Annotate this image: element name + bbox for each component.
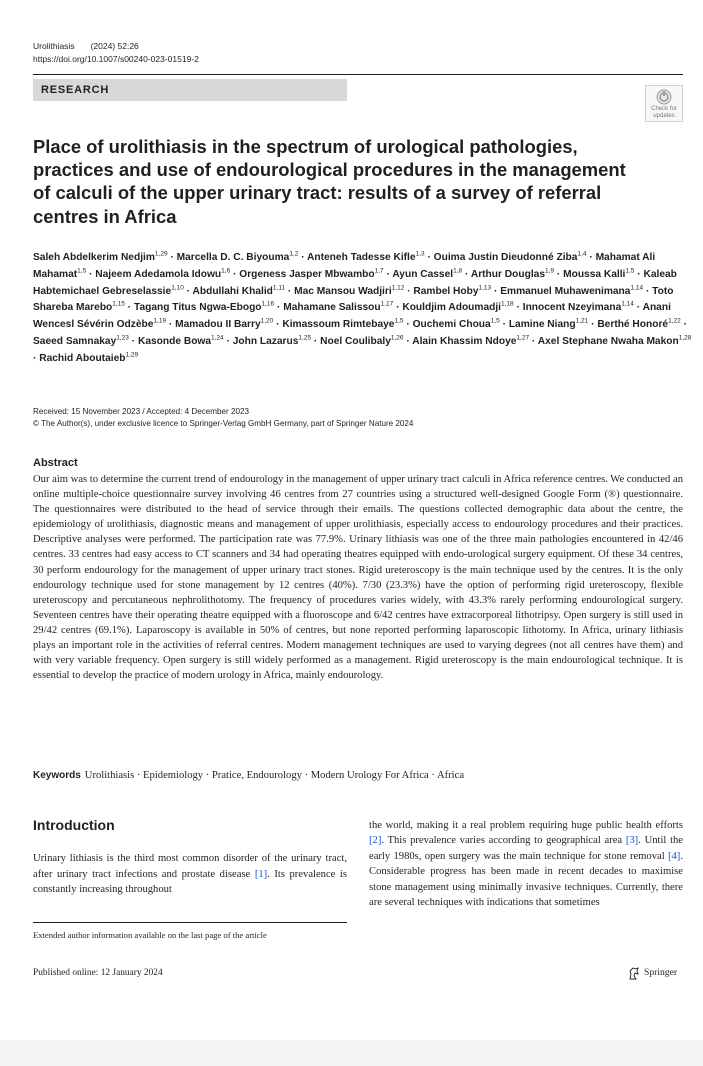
journal-issue: (2024) 52:26 — [90, 41, 139, 51]
author[interactable] — [509, 319, 588, 330]
author-affiliation: 1,5 — [394, 317, 404, 325]
author[interactable] — [307, 252, 425, 263]
author-name: Ouchemi Choua — [412, 319, 491, 331]
author-name: Toto Shareba Marebo — [33, 285, 674, 314]
keywords-text: Urolithiasis · Epidemiology · Pratice, Endourology · Modern Urology For Africa · Africa — [84, 770, 465, 781]
author-name: Innocent Nzeyimana — [522, 302, 622, 314]
author-affiliation: 1,18 — [501, 301, 514, 308]
copyright-notice: © The Author(s), under exclusive licence to Springer-Verlag GmbH Germany, part of Springer Nature 2024 — [33, 419, 414, 428]
footnote-rule — [33, 922, 347, 923]
article-title: Place of urolithiasis in the spectrum of urological pathologies, practices and use of endourological procedures in the management of calculi of the upper urinary tract: results of a survey of referral centres in Africa — [33, 136, 626, 227]
author[interactable] — [95, 269, 230, 280]
author-affiliation: 1,12 — [391, 284, 405, 292]
author-affiliation: 1,22 — [668, 317, 681, 325]
author[interactable] — [500, 286, 643, 297]
author-affiliation: 1,23 — [116, 334, 129, 342]
author-name: Rambel Hoby — [413, 285, 479, 297]
journal-citation — [33, 40, 139, 52]
author-affiliation: 1,10 — [171, 284, 184, 292]
article-type: RESEARCH — [41, 84, 110, 96]
author[interactable] — [392, 269, 462, 280]
author-name: Saleh Abdelkerim Nedjim — [33, 252, 155, 263]
author[interactable] — [233, 336, 311, 347]
author-affiliation: 1,3 — [415, 250, 425, 258]
author[interactable] — [523, 302, 634, 313]
author-name: Abdullahi Khalid — [192, 285, 273, 297]
author-affiliation: 1,5 — [490, 317, 500, 325]
author-name: Lamine Niang — [508, 319, 576, 331]
author-name: Orgeness Jasper Mbwambo — [239, 268, 375, 280]
author-name: Tagang Titus Ngwa-Ebogo — [133, 302, 262, 314]
author-affiliation: 1,7 — [374, 267, 384, 275]
author-name: Mahamane Salissou — [283, 302, 381, 314]
author[interactable] — [33, 336, 129, 347]
author-name: Anani Wencesl Sévérin Odzèbe — [33, 302, 671, 331]
author-affiliation: 1,28 — [678, 334, 692, 342]
footnote: Extended author information available on the last page of the article — [33, 930, 267, 940]
author-affiliation: 1,26 — [390, 334, 404, 342]
author[interactable] — [175, 319, 273, 330]
citation-link[interactable]: [4] — [667, 850, 681, 862]
author[interactable] — [138, 336, 224, 347]
page-bottom-band — [0, 1040, 703, 1066]
author-name: Kaleab Habtemichael Gebreselassie — [33, 268, 677, 297]
author-name: Mahamat Ali Mahamat — [33, 252, 656, 280]
author[interactable] — [412, 336, 529, 347]
published-date: Published online: 12 January 2024 — [33, 968, 163, 978]
intro-right-text-1: the world, making it a real problem requiring huge public health efforts — [369, 820, 683, 831]
author[interactable] — [320, 336, 403, 347]
author-affiliation: 1,27 — [516, 334, 530, 342]
author-affiliation: 1,29 — [125, 351, 139, 359]
intro-text-1: Urinary lithiasis is the third most common disorder of the urinary tract, after urinary tract infections and prostate disease — [33, 853, 347, 880]
author[interactable] — [471, 269, 554, 280]
intro-right-text-2: . This prevalence varies according to geographical area — [381, 835, 623, 847]
author-affiliation: 1,14 — [630, 284, 644, 292]
received-accepted: Received: 15 November 2023 / Accepted: 4 December 2023 — [33, 407, 249, 416]
author-name: Moussa Kalli — [563, 268, 626, 280]
keywords-label: Keywords — [33, 770, 81, 781]
author-affiliation: 1,20 — [260, 317, 274, 325]
author[interactable] — [413, 286, 491, 297]
article-dates — [33, 406, 413, 430]
author-affiliation: 1,13 — [478, 284, 492, 292]
author-affiliation: 1,6 — [221, 267, 231, 275]
citation-link[interactable]: [2] — [369, 835, 382, 847]
author-name: Ouima Justin Dieudonné Ziba — [433, 252, 578, 263]
intro-right-text-3: . Until the early 1980s, open surgery was the main technique for stone removal — [369, 835, 684, 862]
author[interactable] — [193, 286, 286, 297]
springer-horse-icon — [628, 967, 640, 980]
author-affiliation: 1,25 — [298, 334, 312, 342]
check-label-2: updates — [653, 113, 675, 119]
author-name: Kimassoum Rimtebaye — [282, 319, 395, 331]
author-affiliation: 1,19 — [153, 317, 167, 325]
author[interactable] — [39, 353, 138, 364]
author-name: Najeem Adedamola Idowu — [95, 268, 222, 280]
author-affiliation: 1,21 — [575, 317, 589, 325]
author-affiliation: 1,16 — [261, 301, 275, 308]
author-affiliation: 1,4 — [577, 250, 587, 258]
author[interactable] — [239, 269, 383, 280]
intro-text-2: . Its prevalence is constantly increasing throughout — [33, 868, 347, 895]
introduction-right-column — [369, 818, 683, 910]
author-affiliation: 1,5 — [77, 267, 87, 275]
author-name: Rachid Aboutaieb — [39, 352, 126, 364]
author-name: Alain Khassim Ndoye — [412, 335, 517, 347]
author-affiliation: 1,9 — [545, 267, 555, 275]
author-list: Saleh Abdelkerim Nedjim$^{1,29}$ · Marcella D. C. Biyouma$^{1,2}$ · Anteneh Tadesse Kifle$^{1,3}$ · Ouima Justin Dieudonné Ziba$^{1,4}$ · Mahamat Ali Mahamat$^{1,5}$ · Najeem Adedamola Idowu$^{1,6}$ · Orgeness Jasper Mbwambo$^{1,7}$ · Ayun Cassel$^{1,8}$ · Arthur Douglas$^{1,9}$ · Moussa Kalli$^{1,5}$ · Kaleab Habtemichael Gebreselassie$^{1,10}$ · Abdullahi Khalid$^{1,11}$ · Mac Mansou Wadjiri$^{1,12}$ · Rambel Hoby$^{1,13}$ · Emmanuel Muhawenimana$^{1,14}$ · Toto Shareba Marebo$^{1,15}$ · Tagang Titus Ngwa-Ebogo$^{1,16}$ · Mahamane Salissou$^{1,17}$ · Kouldjim Adoumadji$^{1,18}$ · Innocent Nzeyimana$^{1,14}$ · Anani Wencesl Sévérin Odzèbe$^{1,19}$ · Mamadou II Barry$^{1,20}$ · Kimassoum Rimtebaye$^{1,5}$ · Ouchemi Choua$^{1,5}$ · Lamine Niang$^{1,21}$ · Berthé Honoré$^{1,22}$ · Saeed Samnakay$^{1,23}$ · Kasonde Bowa$^{1,24}$ · John Lazarus$^{1,25}$ · Noel Coulibaly$^{1,26}$ · Alain Khassim Ndoye$^{1,27}$ · Axel Stephane Nwaha Makon$^{1,28}$ · Rachid Aboutaieb$^{1,29}$ — [33, 250, 692, 364]
author[interactable] — [538, 336, 692, 347]
article-type-banner — [33, 79, 347, 101]
author-name: Axel Stephane Nwaha Makon — [537, 335, 679, 347]
publisher-name: Springer — [644, 967, 678, 978]
abstract-body: Our aim was to determine the current trend of endourology in the management of upper urinary tract calculi in Africa reference centres. We conducted an online multiple-choice questionnaire survey involving 46 centres from 27 countries using a structured well-designed Google Form (®) questionnaire. The questionnaires were distributed to the head of service through their emails. The questions collected demographic data about the centre, the epidemiology of urolithiasis, diagnostic means and management of upper urolithiasis, especially access to endourology procedures and their practices. Descriptive analyses were performed. The participation rate was 77.9%. Urinary lithiasis was one of the three main pathologies encountered in 42/46 centres. 33 centres had easy access to CT scanners and 34 had operating theatres equipped with endo-urological surgery equipment. Of these 34 centres, 30 perform endourology for the management of upper urinary tract stones. Rigid ureteroscopy is the main technique used by the centres. It is the only endourology technique used for stone management by 12 centres (40%). 7/30 (23.3%) have the option of performing rigid ureteroscopy, flexible ureteroscopy and percutaneous nephrolithotomy. The frequency of procedures varies widely, with 43.3% rarely performing endourological surgery. Seventeen centres have their operating theatre equipped with a fluoroscope and 6/42 centres have extracorporeal lithotripsy. Open surgery is still used in 29/42 centres (69.1%). Laparoscopy is available in 50% of centres, but none reported performing laparoscopic lithotomy. In Africa, urinary lithiasis plays an important role in the activities of referral centres. Modern management techniques are used to varying degrees (not all centres have them) and with very variable frequency. Open surgery is still widely performed as a management. Rigid ureteroscopy is the main endourological technique. It is essential to develop the practice of modern urology in Africa, mainly endourology. — [33, 474, 683, 682]
author[interactable] — [283, 302, 393, 313]
author-name: Emmanuel Muhawenimana — [500, 285, 631, 297]
author-name: Berthé Honoré — [597, 319, 669, 331]
publisher-logo — [628, 966, 677, 980]
author-name: Marcella D. C. Biyouma — [176, 252, 290, 263]
author-affiliation: 1,2 — [289, 250, 299, 258]
citation-link[interactable]: [3] — [625, 835, 639, 847]
author-name: Kasonde Bowa — [137, 335, 212, 347]
author-affiliation: 1,15 — [112, 301, 125, 308]
author[interactable] — [563, 269, 634, 280]
check-for-updates-badge[interactable] — [645, 85, 683, 122]
abstract-heading: Abstract — [33, 457, 78, 469]
author-name: Mamadou II Barry — [175, 319, 261, 331]
author-affiliation: 1,11 — [272, 284, 286, 292]
doi-link[interactable]: https://doi.org/10.1007/s00240-023-01519-2 — [33, 54, 199, 64]
author-affiliation: 1,5 — [625, 267, 635, 275]
author-name: Saeed Samnakay — [33, 335, 117, 347]
header-rule — [33, 74, 683, 75]
introduction-heading: Introduction — [33, 817, 115, 833]
author-name: Mac Mansou Wadjiri — [294, 285, 392, 297]
author-name: John Lazarus — [232, 335, 299, 347]
author-name: Noel Coulibaly — [320, 335, 391, 347]
intro-right-text-4: . Considerable progress has been made in recent decades to maximise stone management using minimally invasive techniques. Currently, there are several techniques with indications that sometimes — [369, 850, 683, 909]
introduction-left-column — [33, 851, 347, 898]
author-name: Kouldjim Adoumadji — [402, 302, 502, 314]
citation-link[interactable]: [1] — [254, 868, 268, 880]
author-affiliation: 1,14 — [621, 301, 634, 308]
author[interactable] — [597, 319, 680, 330]
check-for-updates-icon — [656, 89, 672, 105]
author-name: Anteneh Tadesse Kifle — [307, 252, 416, 263]
author-name: Arthur Douglas — [470, 268, 545, 280]
author[interactable] — [177, 252, 299, 263]
author[interactable] — [282, 319, 403, 330]
author[interactable] — [134, 302, 274, 313]
author-affiliation: 1,29 — [154, 250, 168, 258]
author-affiliation: 1,8 — [453, 267, 463, 275]
author-affiliation: 1,17 — [380, 301, 394, 308]
author[interactable] — [413, 319, 500, 330]
author[interactable] — [33, 252, 168, 263]
author[interactable] — [402, 302, 513, 313]
author-name: Ayun Cassel — [392, 268, 454, 280]
author[interactable] — [434, 252, 587, 263]
author-affiliation: 1,24 — [211, 334, 224, 342]
check-label-1: Check for — [651, 106, 677, 112]
keywords — [33, 768, 683, 783]
author[interactable] — [294, 286, 404, 297]
journal-name: Urolithiasis — [33, 41, 75, 51]
